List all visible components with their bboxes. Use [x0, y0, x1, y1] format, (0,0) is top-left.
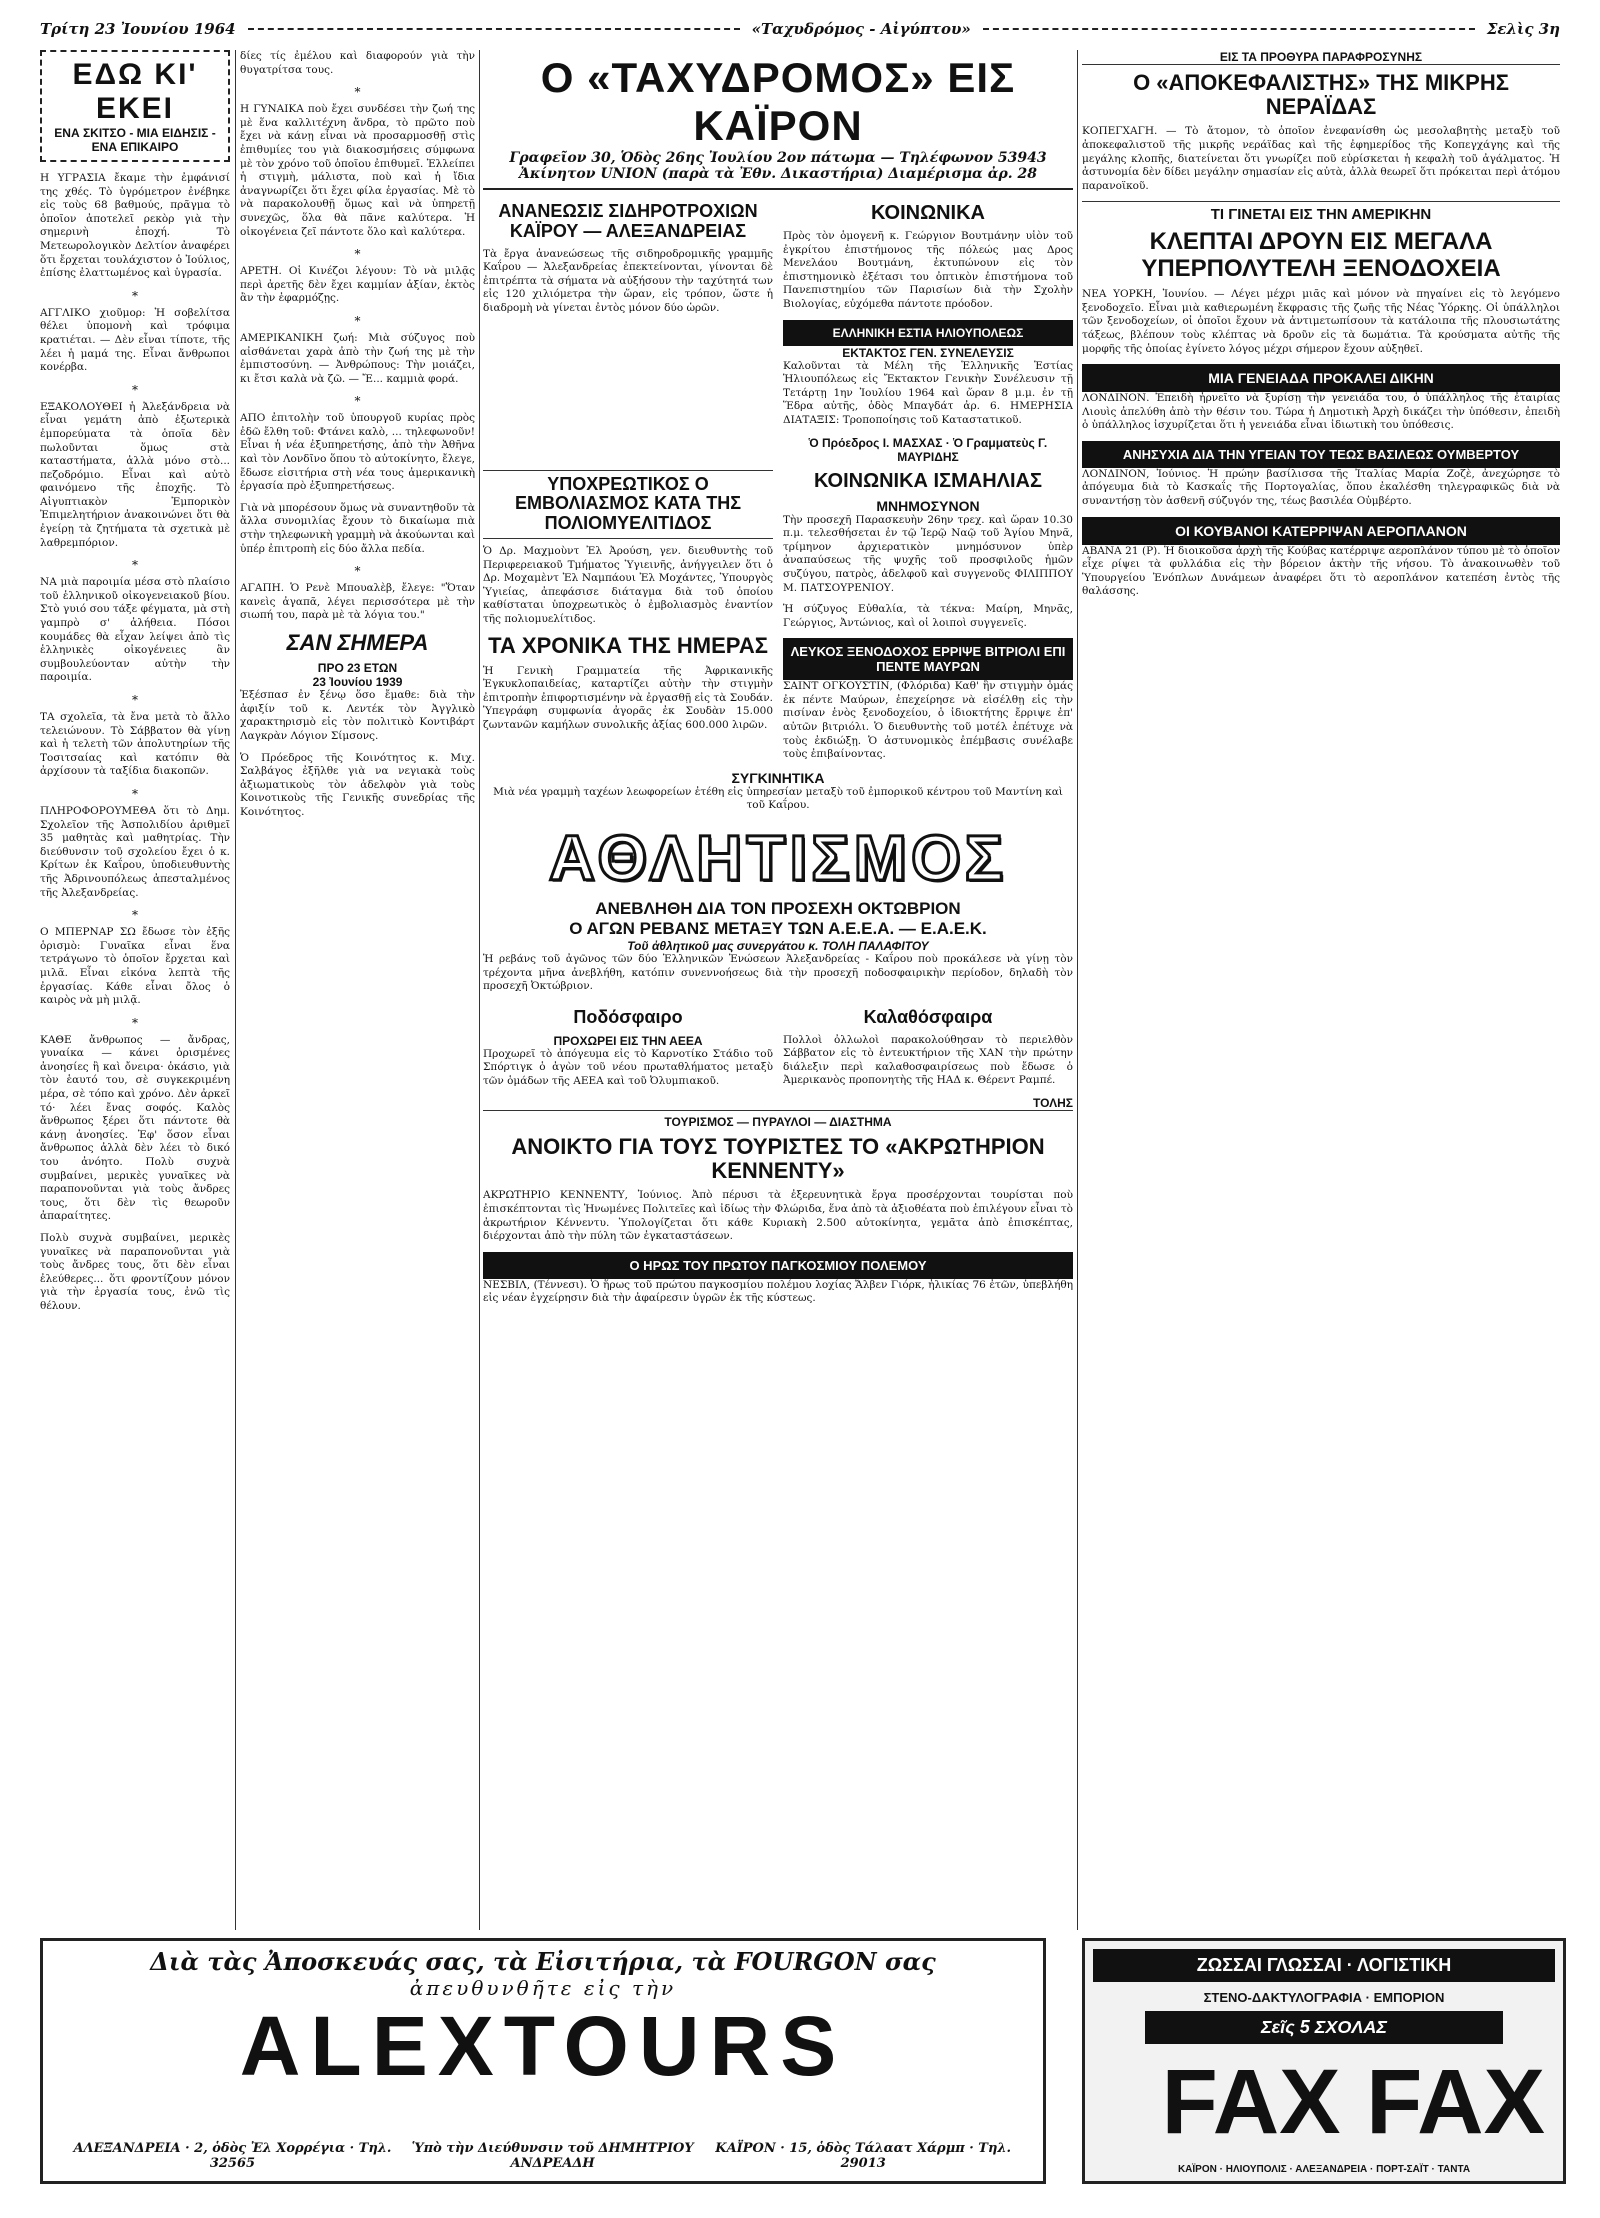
ad-alexandria-address: ΑΛΕΞΑΝΔΡΕΙΑ · 2, ὁδὸς Ἐλ Χορρέγια · Τηλ. 32565	[73, 2141, 392, 2171]
separator-star: *	[354, 313, 361, 328]
polio-article	[483, 464, 773, 770]
chronika-text: Ἡ Γενικὴ Γραμματεία τῆς Ἀφρικανικῆς Ἐγκυκλοπαιδείας, καταρτίζει αὐτὴν τὴν στιγμὴν ἐπιτροπὴν ἐπιφορτισμένην νὰ ἐργασθῇ εἰς τὰ Σουδάν. Ὑπεγράφη συμφωνία ἀγορᾶς ἐκ Σουδὰν 15.000 ζωντανῶν καμήλων συνολικῆς ἀξίας 600.000 λιρῶν.	[483, 664, 773, 732]
paragraph: Ο ΜΠΕΡΝΑΡ ΣΩ ἔδωσε τὸν ἐξῆς ὁρισμὸ: Γυναῖκα εἶναι ἕνα τετράγωνο τὸ ὁποῖον ἔρχεται καὶ μιλᾶ. Εἶναι εἰκόνα λεπτὰ τῆς ἐργασίας. Κάθε εἶναι ὄλος ὁ καιρὸς νὰ μὴ μιλᾷ.	[40, 926, 230, 1007]
hotel-text: ΣΑΙΝΤ ΟΓΚΟΥΣΤΙΝ, (Φλόριδα) Καθ' ἣν στιγμὴν ὁμάς ἐκ πέντε Μαύρων, ἐπεχείρησε νὰ εἰσέλθῃ εἰς τὴν πισίναν ἑνὸς ξενοδοχείου, ὁ ἰδιοκτήτης ἔρριψε ἐπ' αὐτῶν βιτριόλι. Ὁ διευθυντὴς τοῦ μοτέλ ἐπέτυχε νὰ τοὺς ἐκδιώξῃ. Ὁ ἀστυνομικὸς ἐπέμβασις συνέλαβε τοὺς ἐπιβαίνοντας.	[783, 680, 1073, 761]
paragraph: ΑΓΑΠΗ. Ὁ Ρενὲ Μπουαλὲβ, ἔλεγε: "Ὅταν κανεὶς ἀγαπᾶ, λέγει περισσότερα μὲ τὴν σιωπή του, παρὰ μὲ τὰ λόγια του."	[240, 582, 475, 622]
paragraph: ΠΛΗΡΟΦΟΡΟΥΜΕΘΑ ὅτι τὸ Δημ. Σχολεῖον τῆς Ἀσπολιδίου ἀριθμεῖ 35 μαθητὰς καὶ μαθητρίας. Τὴν διεύθυνσιν τοῦ σχολείου ἔχει ὁ κ. Κρίτων ἐκ Καΐρου, ὑποδιευθυντὴς τῆς Ἀδρινουπόλεως ἀπεσταλμένος τῆς Ἀλεξανδρείας.	[40, 804, 230, 899]
edo-ki-ekei-subtitle: ΕΝΑ ΣΚΙΤΣΟ - ΜΙΑ ΕΙΔΗΣΙΣ - ΕΝΑ ΕΠΙΚΑΙΡΟ	[54, 126, 216, 154]
separator-star: *	[354, 564, 361, 579]
paragraph: ΑΠΟ ἐπιτολὴν τοῦ ὑπουργοῦ κυρίας πρὸς ἐδῶ ἔλθη τοῦ: Φτάνει καλὸ, ... τηλεφωνοῦν! Εἶναι ἡ νέα ἐξυπηρετήσης, ἀπὸ τὴν Ἀθῆνα καὶ τὸν Λονδῖνο ὅπου τὸ αὐτοκίνητο, ἔλεγε, ἔδωσε εἰσιτήρια στὴ νέα τους ἀμερικανικὴ ἐργασία πρὸ ἐξυπηρετήσεως.	[240, 412, 475, 493]
separator-star: *	[132, 288, 138, 303]
hestia-title: ΕΛΛΗΝΙΚΗ ΕΣΤΙΑ ΗΛΙΟΥΠΟΛΕΩΣ	[783, 320, 1073, 346]
basketball-text: Πολλοὶ ὀλλωλοὶ παρακολούθησαν τὸ περιελθὸν Σάββατον εἰς τὸ ἐντευκτήριον τῆς ΧΑΝ τὴν πρώτην διάλεξιν περὶ καλαθοσφαιρίσεως ποὺ ἔδωσε ὁ Ἀμερικανὸς προπονητὴς τῆς ΗΑΔ κ. Θέρεντ Ραμπέ.	[783, 1033, 1073, 1087]
ad-line-2: ἀπευθυνθῆτε εἰς τὴν	[409, 1976, 677, 2000]
fax-ad-line-1: ΖΩΣΣΑΙ ΓΛΩΣΣΑΙ · ΛΟΓΙΣΤΙΚΗ	[1093, 1949, 1555, 1982]
fax-school-advertisement	[1082, 1938, 1566, 2184]
separator-star: *	[354, 394, 361, 409]
paragraph: Η ΥΓΡΑΣΙΑ ἔκαμε τὴν ἐμφάνισί της χθές. Τὸ ὑγρόμετρον ἐνέβηκε εἰς τοὺς 68 βαθμούς, πρᾶγμα τὸ ὁποῖον ἀποτελεῖ ρεκὸρ γιὰ τὴν σημερινὴ ἐποχή. Τὸ Μετεωρολογικὸν Δελτίον ἀναφέρει ὅτι ἔρχεται τουλάχιστον ὁ Ἰούλιος, ἐπίσης ἐλαττωμένος καὶ ὑγρασία.	[40, 172, 230, 280]
alextours-advertisement	[40, 1938, 1046, 2184]
hotel-title: ΛΕΥΚΟΣ ΞΕΝΟΔΟΧΟΣ ΕΡΡΙΨΕ ΒΙΤΡΙΟΛΙ ΕΠΙ ΠΕΝΤΕ ΜΑΥΡΩΝ	[783, 638, 1073, 680]
america-title: ΚΛΕΠΤΑΙ ΔΡΟΥΝ ΕΙΣ ΜΕΓΑΛΑ ΥΠΕΡΠΟΛΥΤΕΛΗ ΞΕΝΟΔΟΧΕΙΑ	[1141, 228, 1501, 282]
mnimosynon-text: Τὴν προσεχῆ Παρασκευὴν 26ην τρεχ. καὶ ὥραν 10.30 π.μ. τελεσθήσεται ἐν τῷ Ἱερῷ Ναῷ τοῦ Ἁγίου Μηνᾶ, τρίμηνον ἀρχιερατικὸν μνημόσυνον ὑπὲρ ἀναπαύσεως τῆς ψυχῆς τοῦ προσφιλοῦς ἡμῶν συζύγου, πατρὸς, ἀδελφοῦ καὶ συγγενοῦς ΦΙΛΙΠΠΟΥ Μ. ΠΑΤΣΟΥΡΕΝΙΟΥ.	[783, 513, 1073, 594]
edo-ki-ekei-title: ΕΔΩ ΚΙ' ΕΚΕΙ	[72, 58, 198, 125]
rail-title: ΑΝΑΝΕΩΣΙΣ ΣΙΔΗΡΟΤΡΟΧΙΩΝ ΚΑΪΡΟΥ — ΑΛΕΞΑΝΔΡΕΙΑΣ	[498, 201, 758, 241]
cairo-masthead	[483, 50, 1073, 190]
ismailia-title: ΚΟΙΝΩΝΙΚΑ ΙΣΜΑΗΛΙΑΣ	[813, 469, 1042, 492]
sport-byline: Τοῦ ἀθλητικοῦ μας συνεργάτου κ. ΤΟΛΗ ΠΑΛΑΦΙΤΟΥ	[627, 939, 929, 954]
rail-text: Τὰ ἔργα ἀνανεώσεως τῆς σιδηροδρομικῆς γραμμῆς Καΐρου — Ἀλεξανδρείας ἐπεκτείνονται, γίνονται δὲ ἐπιτρέπτα τὰ σήματα νὰ αὐξήσουν τὴν ταχύτητά των εἰς 120 χιλιόμετρα τὴν ὥραν, εἰς τρόπον, ὥστε ἡ διαδρομὴ νὰ γίνεται ἐντὸς μόνον δύο ὡρῶν.	[483, 247, 773, 314]
masthead-building: Ἀκίνητον UNION (παρὰ τὰ Ἐθν. Δικαστήρια) Διαμέρισμα ἀρ. 28	[518, 166, 1038, 182]
column-divider	[235, 50, 236, 1930]
kids-and-hotel	[783, 464, 1073, 770]
hestia-text: Καλοῦνται τὰ Μέλη τῆς Ἑλληνικῆς Ἑστίας Ἡλιουπόλεως εἰς Ἔκτακτον Γενικὴν Συνέλευσιν τῇ Τετάρτῃ 1ην Ἰουλίου 1964 καὶ ὥραν 8 μ.μ. ἐν τῇ Ἕδρα αὐτῆς, ὁδὸς Μπαγδάτ ἀρ. 6. ΗΜΕΡΗΣΙΑ ΔΙΑΤΑΞΙΣ: Τροποποίησις τοῦ Καταστατικοῦ.	[783, 359, 1073, 426]
football-title: Ποδόσφαιρο	[573, 1006, 683, 1027]
sport-row	[483, 1002, 1073, 1110]
paragraph: Ἐξέσπασ ἐν ξένῳ ὅσο ἔμαθε: διὰ τὴν ἀφιξίν τοῦ κ. Λεντέκ τὸν Ἀγγλικὸ χαρακτηρισμὸ εἰς τὸν πολιτικὸ Κοντιβάρτ Λαγκρὰν Λόγιον Σίμσονς.	[240, 689, 475, 742]
umberto-title: ΑΝΗΣΥΧΙΑ ΔΙΑ ΤΗΝ ΥΓΕΙΑΝ ΤΟΥ ΤΕΩΣ ΒΑΣΙΛΕΩΣ ΟΥΜΒΕΡΤΟΥ	[1082, 441, 1560, 468]
athletismos-banner: ΑΘΛΗΤΙΣΜΟΣ	[548, 822, 1008, 895]
tourism-kicker: ΤΟΥΡΙΣΜΟΣ — ΠΥΡΑΥΛΟΙ — ΔΙΑΣΤΗΜΑ	[483, 1110, 1073, 1129]
fax-ad-line-3: Σεῖς 5 ΣΧΟΛΑΣ	[1145, 2011, 1503, 2044]
fax-logo: FAX FAX	[1161, 2051, 1545, 2153]
header-date: Τρίτη 23 Ἰουνίου 1964	[40, 20, 236, 38]
san-simera-date: 23 Ἰουνίου 1939	[312, 675, 403, 690]
sport-text: Ἡ ρεβάνς τοῦ ἀγῶνος τῶν δύο Ἑλληνικῶν Ἑνώσεων Ἀλεξανδρείας - Καΐρου ποὺ προκάλεσε νὰ γίνῃ τὸν τρέχοντα μῆνα ἀνεβλήθη, κατόπιν συνεννοήσεως διὰ τὴν προσεχῆ ποδοσφαιρικὴν περίοδον, δηλαδὴ τὸν προσεχῆ Ὀκτώβριον.	[483, 953, 1073, 993]
separator-star: *	[132, 786, 138, 801]
paragraph: δίες τίς ἐμέλου καὶ διαφορούν γιὰ τὴν θυγατρίτσα τους.	[240, 50, 475, 76]
separator-star: *	[132, 693, 138, 707]
fax-ad-line-2: ΣΤΕΝΟ-ΔΑΚΤΥΛΟΓΡΑΦΙΑ · ΕΜΠΟΡΙΟΝ	[1203, 1990, 1445, 2005]
football-text: Προχωρεῖ τὸ ἀπόγευμα εἰς τὸ Καρνοτίκο Στάδιο τοῦ Σπόρτιγκ ὁ ἀγὼν τοῦ νέου πρωταθλήματος μεταξὺ τῶν ὁμάδων τῆς ΑΕΕΑ καὶ τοῦ Ὀλυμπιακοῦ.	[483, 1047, 773, 1087]
war-hero-text: ΝΕΣΒΙΛ, (Τέννεσι). Ὁ ἥρως τοῦ πρώτου παγκοσμίου πολέμου λοχίας Ἄλβεν Γιόρκ, ἠλικίας 76 ἐτῶν, ὑπεβλήθη εἰς νέαν ἐγχείρησιν διὰ τὴν ἀφαίρεσιν ὑγρῶν ἐκ τῆς κύστεως.	[483, 1278, 1073, 1305]
beard-title: ΜΙΑ ΓΕΝΕΙΑΔΑ ΠΡΟΚΑΛΕΙ ΔΙΚΗΝ	[1082, 364, 1560, 392]
tourism-headline: ΑΝΟΙΚΤΟ ΓΙΑ ΤΟΥΣ ΤΟΥΡΙΣΤΕΣ ΤΟ «ΑΚΡΩΤΗΡΙΟΝ ΚΕΝΝΕΝΤΥ»	[511, 1133, 1045, 1184]
header-rule	[248, 28, 740, 30]
rail-article	[483, 196, 773, 464]
america-kicker: ΤΙ ΓΙΝΕΤΑΙ ΕΙΣ ΤΗΝ ΑΜΕΡΙΚΗΝ	[1082, 201, 1560, 223]
beard-text: ΛΟΝΔΙΝΟΝ. Ἐπειδὴ ἠρνεῖτο νὰ ξυρίσῃ τὴν γενειάδα του, ὁ ὑπάλληλος τῆς ἐταιρίας Λιουὶς ἀπελύθη ἀπὸ τὴν θέσιν του. Τώρα ἡ Δημοτικὴ Ἀρχὴ δικάζει τὴν ὑπόθεσιν, ἐπειδὴ ὁ ὑπάλληλος ἰσχυρίζεται ὅτι ἡ γενειάδα εἶναι ἰδιωτικὴ του ὑπόθεσις.	[1082, 392, 1560, 432]
sport-headline-1: ΑΝΕΒΛΗΘΗ ΔΙΑ ΤΟΝ ΠΡΟΣΕΧΗ ΟΚΤΩΒΡΙΟΝ	[595, 899, 961, 919]
basketball-signature: ΤΟΛΗΣ	[1033, 1095, 1073, 1110]
mnimosynon-title: ΜΝΗΜΟΣΥΝΟΝ	[876, 497, 980, 514]
page-header	[40, 20, 1560, 38]
edo-ki-ekei-box	[40, 50, 230, 162]
top-row	[483, 196, 1073, 464]
cuba-text: ΑΒΑΝΑ 21 (Ρ). Ἡ διοικοῦσα ἀρχὴ τῆς Κούβας κατέρριψε αεροπλάνον τύπου μὲ τὸ ὁποῖον εἶχε ρίψει τὰ φυλλάδια εἰς τὴν βόρειον ἀκτὴν τῆς νήσου. Τὸ ἀνακοινωθὲν τοῦ Ὑπουργείου Ἐνόπλων Δυνάμεων ἀναφέρει ὅτι τὸ αεροπλάνον κατεπέση ἐντὸς τῆς θαλάσσης.	[1082, 544, 1560, 598]
tourism-article	[483, 1110, 1073, 1306]
sport-headline-2: Ο ΑΓΩΝ ΡΕΒΑΝΣ ΜΕΤΑΞΥ ΤΩΝ Α.Ε.Ε.Α. — Ε.Α.Ε.Κ.	[569, 919, 987, 939]
paragraph: ΑΜΕΡΙΚΑΝΙΚΗ ζωή: Μιὰ σύζυγος ποὺ αἰσθάνεται χαρὰ ἀπὸ τὴν ζωή της μὲ τὴν ἐμπιστοσύνη. — Ἀνθρώπους: Τὴν μοιάζει, κι ἔτσι καλὰ νὰ ζῶ. — Ἔ... καμμιὰ φορά.	[240, 331, 475, 385]
header-page-number: Σελὶς 3η	[1486, 20, 1561, 38]
paragraph: ΝΑ μιὰ παροιμία μέσα στὸ πλαίσιο τοῦ ἑλληνικοῦ οἰκογενειακοῦ βίου. Στὸ γυιό σου τάξε φέγματα, μὰ στὴ γαμπρὸ σ' ἀλήθεια. Πόσοι κουμάδες θὰ εἶχαν λείψει ἀπὸ τὶς ἑλληνικὲς οἰκογένειες ἂν συμβουλεύονταν αὐτὴν τὴν παροιμία.	[40, 576, 230, 684]
paragraph: Γιὰ νὰ μπορέσουν ὅμως νὰ συναντηθοῦν τὰ ἄλλα συνομιλίας ἔχουν τὸ δικαίωμα πιὰ στὴν τηλεφωνικὴ γραμμὴ νὰ ἀκούωνται καὶ ὑπέρ ἐπιτροπὴ εἰς δύο ἄλλα πεδία.	[240, 501, 475, 555]
football-subtitle: ΠΡΟΧΩΡΕΙ ΕΙΣ ΤΗΝ ΑΕΕΑ	[553, 1033, 703, 1048]
ad-footer	[73, 2141, 1013, 2171]
war-hero-title: Ο ΗΡΩΣ ΤΟΥ ΠΡΩΤΟΥ ΠΑΓΚΟΣΜΙΟΥ ΠΟΛΕΜΟΥ	[483, 1252, 1073, 1279]
mermaid-text: ΚΟΠΕΓΧΑΓΗ. — Τὸ ἄτομον, τὸ ὁποῖον ἐνεφανίσθη ὡς μεσολαβητὴς μεταξὺ τοῦ ἀποκεφαλιστοῦ τῆς μικρῆς νεράϊδας καὶ τῆς ἐφημερίδος τῆς Κοπεγχάγης καὶ τῆς μεγάλης κλοπῆς, διατείνεται ὅτι γνωρίζει ποῦ εὑρίσκεται ἡ κεφαλὴ τοῦ ἀγάλματος. Ἡ ἀστυνομία δὲν δίδει μεγάλην σημασίαν εἰς αὐτὰ, ἀλλὰ θεωρεῖ ὅτι πρόκειται περὶ ἀτόμου παρανοϊκοῦ.	[1082, 125, 1560, 192]
alextours-logo: ALEXTOURS	[239, 1999, 847, 2093]
hestia-subtitle: ΕΚΤΑΚΤΟΣ ΓΕΝ. ΣΥΝΕΛΕΥΣΙΣ	[842, 345, 1014, 360]
polio-title: ΥΠΟΧΡΕΩΤΙΚΟΣ Ο ΕΜΒΟΛΙΑΣΜΟΣ ΚΑΤΑ ΤΗΣ ΠΟΛΙΟΜΥΕΛΙΤΙΔΟΣ	[483, 470, 773, 539]
sync-title: ΣΥΓΚΙΝΗΤΙΚΑ	[731, 769, 825, 786]
column-edo-ki-ekei	[40, 50, 230, 1930]
paragraph: ΕΞΑΚΟΛΟΥΘΕΙ ἡ Ἀλεξάνδρεια νὰ εἶναι γεμάτη ἀπὸ ἐξωτερικὰ ἐμπορεύματα τὰ ὁποῖα δὲν πωλοῦνται ὅμως στὰ καταστήματα, ἀλλὰ μόνο στὸ... πεζοδρόμιο. Εἶναι καὶ αὐτὸ φαινόμενο τῆς ἐποχῆς. Τὸ Αἰγυπτιακὸν Ἐμπορικὸν Ἐπιμελητήριον ἀνακοινώνει ὅτι θὰ ἐγείρῃ τὰ ζητήματα τὰ σχετικὰ μὲ λαθρεμπόριον.	[40, 400, 230, 549]
masthead-title: Ο «ΤΑΧΥΔΡΟΜΟΣ» ΕΙΣ ΚΑΪΡΟΝ	[540, 54, 1016, 149]
basketball-title: Καλαθόσφαιρα	[863, 1006, 993, 1027]
separator-star: *	[354, 85, 361, 100]
column-right	[1082, 50, 1560, 1930]
column-divider	[479, 50, 480, 1930]
cuba-title: ΟΙ ΚΟΥΒΑΝΟΙ ΚΑΤΕΡΡΙΨΑΝ ΑΕΡΟΠΛΑΝΟΝ	[1082, 517, 1560, 545]
mermaid-title: Ο «ΑΠΟΚΕΦΑΛΙΣΤΗΣ» ΤΗΣ ΜΙΚΡΗΣ ΝΕΡΑΪΔΑΣ	[1133, 70, 1509, 120]
sync-text: Μιὰ νέα γραμμὴ ταχέων λεωφορείων ἐτέθη εἰς ὑπηρεσίαν μεταξὺ τοῦ ἐμπορικοῦ κέντρου τοῦ Μαντίνη καὶ τοῦ Καΐρου.	[493, 785, 1063, 812]
tourism-text: ΑΚΡΩΤΗΡΙΟ ΚΕΝΝΕΝΤΥ, Ἰούνιος. Ἀπὸ πέρυσι τὰ ἐξερευνητικὰ ἔργα προσέρχονται τουρίσται ποὺ ἐπισκέπτονται τὶς Ἡνωμένες Πολιτεῖες καὶ ἰδίως τὴν Φλώριδα, ἕνα ἀπὸ τὰ ἀξιοθέατα ποὺ ἐπιλέγουν εἶναι τὸ ἀκρωτήριον Κέννεντυ. Ὑπολογίζεται ὅτι κάθε Κυριακὴ 2.500 αὐτοκίνητα, γεμᾶτα ἀπὸ ἐπισκέπτας, διέρχονται ἀπὸ τὴν πύλη τῶν ἐγκαταστάσεων.	[483, 1189, 1073, 1243]
masthead-address: Γραφεῖον 30, Ὁδὸς 26ης Ἰουλίου 2ον πάτωμα — Τηλέφωνον 53943	[509, 150, 1047, 166]
column-divider	[1077, 50, 1078, 1930]
america-text: ΝΕΑ ΥΟΡΚΗ, Ἰουνίου. — Λέγει μέχρι μιᾶς καὶ μόνον νὰ πηγαίνει εἰς τὸ λεγόμενο ξενοδοχεῖο. Εἶναι μιὰ καθιερωμένη ἔκφρασις τῆς ζωῆς τῆς Νέας Ὑόρκης. Οἱ ὑπάλληλοι τῶν ξενοδοχείων, οἱ ὁποῖοι ἔχουν νὰ ἀντιμετωπίσουν τὰ κατάλοιπα τῆς πλουσιωτάτης τάξεως, βλέπουν τοὺς κλέπτας νὰ δροῦν εἰς τὰ δωμάτια. Τὰ κρούσματα αὐτῆς τῆς μορφῆς τῆς ὁποίας ἐγίνετο λόγος μέχρι σήμερον ἔχουν αὐξηθεῖ.	[1082, 288, 1560, 355]
paragraph: ΚΑΘΕ ἄνθρωπος — ἄνδρας, γυναίκα — κάνει ὁρισμένες ἀνοησίες ἢ καὶ ὄνειρα· ὁκάσιο, γιὰ τὸν ἑαυτό του, σὲ συγκεκριμένη μέρα, σὲ τόπο καὶ χρόνο. Δὲν ἀρκεῖ τό· λέει ἔνας σοφός. Καλὸς ἄνθρωπος ξέρει ὅτι πάντοτε θὰ κάνῃ ἀνοησίες. Ἐφ' ὅσον εἶναι ἄνθρωπος ἀλλὰ δὲν λέει τὸ δικό του ἀνόητο. Πολὺ συχνὰ συμβαίνει, μερικὲς γυναῖκες νὰ παραπονοῦνται γιὰ τοὺς ἄνδρες τους, ὅτι δὲν τὶς θεωροῦν ἀπαραίτητες.	[40, 1033, 230, 1223]
umberto-text: ΛΟΝΔΙΝΟΝ, Ἰούνιος. Ἡ πρώην βασίλισσα τῆς Ἰταλίας Μαρία Ζοζὲ, ἀνεχώρησε τὸ ἀπόγευμα διὰ τὸ Κασκαΐς τῆς Πορτογαλίας, ὅπου ἐκαλέσθη τηλεγραφικῶς διὰ νὰ συναντήσῃ τὸν ἀσθενῆ σύζυγόν της, τέως βασιλέα Οὐμβέρτο.	[1082, 467, 1560, 508]
paragraph: Πολὺ συχνὰ συμβαίνει, μερικὲς γυναῖκες νὰ παραπονοῦνται γιὰ τοὺς ἄνδρες τους, ὅτι δὲν εἶναι ἐλεύθερες... ὅτι φροντίζουν μόνον γιὰ τὴν ἐργασία τους, ἐνῶ τὶς θέλουν.	[40, 1232, 230, 1312]
san-simera-subtitle: ΠΡΟ 23 ΕΤΩΝ	[317, 661, 398, 676]
separator-star: *	[132, 1015, 138, 1030]
san-simera-title: ΣΑΝ ΣΗΜΕΡΑ	[286, 630, 429, 655]
mnimosynon-signature: Ἡ σύζυγος Εὐθαλία, τὰ τέκνα: Μαίρη, Μηνᾶς, Γεώργιος, Ἀντώνιος, καὶ οἱ λοιποὶ συγγενεῖς.	[783, 603, 1073, 629]
social-title: ΚΟΙΝΩΝΙΚΑ	[870, 202, 985, 224]
football-article	[483, 1002, 773, 1110]
paragraph: Η ΓΥΝΑΙΚΑ ποὺ ἔχει συνδέσει τὴν ζωή της μὲ ἕνα καλλιτέχνη ἄνδρα, τὸ πρῶτο ποὺ ἔχει νὰ κάνῃ εἶναι νὰ προσαρμοσθῇ στὶς ἐπιθυμίες του γιὰ διακοσμήσεις σύμφωνα μὲ τὸν χρόνο τοῦ ὁποῖου ἐπιθυμεῖ. Ἐλλείπει ἡ στιγμὴ, μάλιστα, ποὺ καὶ ἡ ἴδια ἀναγνωρίζει ὅτι ἔχει φίλα ἐργασίας. Μὲ τὸ νὰ παρακολουθῇ ὅμως καὶ νὰ ὑπηρετῇ συνεχῶς, ὅλα θὰ πᾶνε καλύτερα. Ἡ οἰκογένεια ζεῖ πάντοτε ὅλο καὶ καλύτερα.	[240, 103, 475, 238]
paragraph: Ὁ Πρόεδρος τῆς Κοινότητος κ. Μιχ. Σαλβάγος ἐξῆλθε γιὰ να νεγιακὰ τοὺς ἀξιωματικοὺς τὸν ἀδελφὸν γιὰ τοὺς Κοινοτικοὺς τῆς Γενικῆς συνεδρίας τῆς Κοινότητος.	[240, 751, 475, 818]
social-text: Πρὸς τὸν ὁμογενῆ κ. Γεώργιον Βουτμάνην υἱὸν τοῦ ἐγκρίτου ἐπιστήμονος τῆς πόλεώς μας Δρος Μενελάου Βουτμάνη, ἐκτυπώνουν εἰς τὸν ἐπιστημονικὸ ἐξέτασι του ὀπτικὸν ἐπιστήμονα τοῦ Πανεπιστημίου τῶν Παρισίων διὰ τὴν Σχολὴν Βιολογίας, εὐχόμεθα πάντοτε πρόοδον.	[783, 230, 1073, 310]
separator-star: *	[132, 908, 138, 923]
separator-star: *	[132, 558, 138, 573]
fax-ad-footer: ΚΑΪΡΟΝ · ΗΛΙΟΥΠΟΛΙΣ · ΑΛΕΞΑΝΔΡΕΙΑ · ΠΟΡΤ-ΣΑΪΤ · ΤΑΝΤΑ	[1177, 2164, 1471, 2175]
ad-director: Ὑπὸ τὴν Διεύθυνσιν τοῦ ΔΗΜΗΤΡΙΟΥ ΑΝΔΡΕΑΔΗ	[411, 2141, 694, 2171]
paragraph: ΑΓΓΛΙΚΟ χιοῦμορ: Ἡ σοβελίτσα θέλει ὑπομονὴ καὶ τρόφιμα κρατιέται. — Δὲν εἶναι τίποτε, τῆς λέει ἡ μαμά της. Εἶναι ἄνθρωποι κονέρβα.	[40, 306, 230, 374]
ad-line-1: Διὰ τὰς Ἀποσκευάς σας, τὰ Εἰσιτήρια, τὰ FOURGON σας	[150, 1947, 936, 1976]
chronika-title: ΤΑ ΧΡΟΝΙΚΑ ΤΗΣ ΗΜΕΡΑΣ	[488, 633, 768, 659]
column-main	[483, 50, 1073, 1930]
separator-star: *	[354, 247, 361, 262]
basketball-article	[783, 1002, 1073, 1110]
separator-star: *	[132, 382, 138, 397]
paragraph: ΤΑ σχολεῖα, τὰ ἔνα μετὰ τὸ ἄλλο τελειώνουν. Τὸ Σάββατον θὰ γίνῃ καὶ ἡ τελετὴ τῶν ἀπολυτηρίων τῆς Τοσιτσαίας καὶ κατόπιν θὰ ἀρχίσουν τὰ ταξίδια διακοπῶν.	[40, 711, 230, 778]
mid-row	[483, 464, 1073, 770]
mermaid-kicker: ΕΙΣ ΤΑ ΠΡΟΘΥΡΑ ΠΑΡΑΦΡΟΣΥΝΗΣ	[1082, 50, 1560, 65]
paragraph: ΑΡΕΤΗ. Οἱ Κινέζοι λέγουν: Τὸ νὰ μιλᾷς περὶ ἀρετῆς δὲν ἔχει καμμίαν ἀξίαν, ἐκτὸς ἂν τὴν ἐφαρμόζῃς.	[240, 265, 475, 305]
ad-cairo-address: ΚΑΪΡΟΝ · 15, ὁδὸς Τάλαατ Χάρμπ · Τηλ. 29013	[715, 2141, 1012, 2171]
sport-section	[483, 770, 1073, 994]
header-rule	[983, 28, 1475, 30]
polio-text: Ὁ Δρ. Μαχμοὺντ Ἐλ Ἀρούση, γεν. διευθυντὴς τοῦ Περιφερειακοῦ Τμήματος Ὑγιεινῆς, ἀνήγγειλεν ὅτι ὁ Δρ. Μοχαμὲντ Ἐλ Ναμπάουι Ἐλ Μοχάντες, Ὑπουργὸς Ὑγιείας, ἀπεφάσισε διάταγμα διὰ τοῦ ὁποίου καθίσταται ὑποχρεωτικὸς ὁ ἐμβολιασμὸς ἐναντίον τῆς πολιομυελίτιδος.	[483, 544, 773, 625]
header-paper: «Ταχυδρόμος - Αἰγύπτου»	[751, 20, 971, 38]
column-two	[240, 50, 475, 1930]
social-article	[783, 196, 1073, 464]
hestia-signature: Ὁ Πρόεδρος Ι. ΜΑΣΧΑΣ · Ὁ Γραμματεὺς Γ. ΜΑΥΡΙΔΗΣ	[808, 435, 1048, 464]
